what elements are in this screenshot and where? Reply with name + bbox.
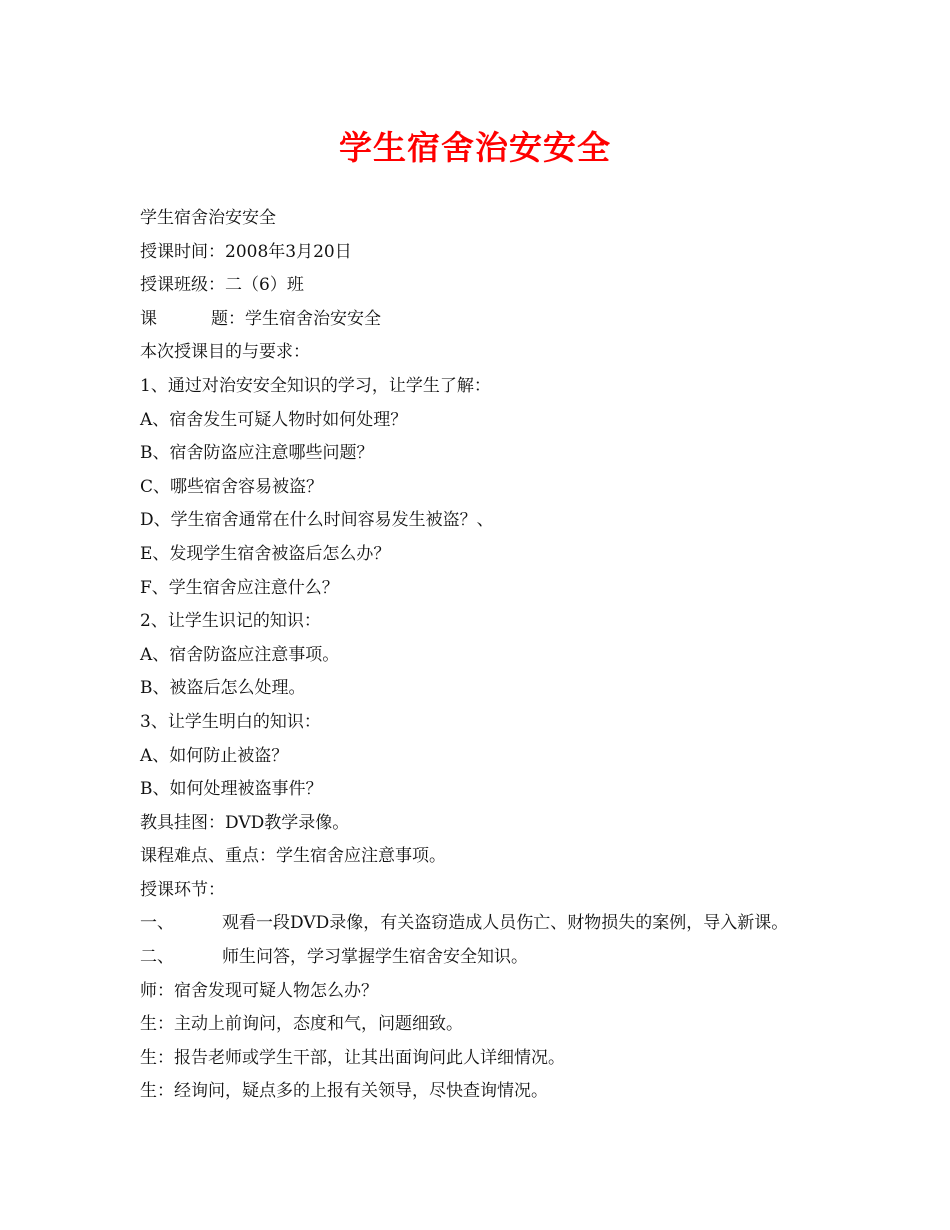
step-text: 师生问答，学习掌握学生宿舍安全知识。: [222, 947, 528, 968]
text-line: A、宿舍发生可疑人物时如何处理？: [140, 409, 408, 430]
text-line: B、被盗后怎么处理。: [140, 678, 306, 699]
text-line: 3、让学生明白的知识：: [140, 711, 321, 732]
subject-line: [140, 303, 840, 337]
step-line: [140, 907, 840, 941]
text-line: 生：主动上前询问，态度和气，问题细致。: [140, 1014, 463, 1035]
step-text: 观看一段DVD录像，有关盗窃造成人员伤亡、财物损失的案例，导入新课。: [222, 913, 789, 934]
step-line: [140, 941, 840, 975]
text-line: F、学生宿舍应注意什么？: [140, 577, 339, 598]
text-line: D、学生宿舍通常在什么时间容易发生被盗？、: [140, 510, 494, 531]
step-number: 二、: [140, 947, 174, 968]
step-number: 一、: [140, 913, 174, 934]
text-line: 授课班级：二（6）班: [140, 275, 304, 296]
text-line: 2、让学生识记的知识：: [140, 611, 321, 632]
subject-label-second: 题：: [211, 308, 245, 329]
subject-label-first: 课: [140, 308, 157, 329]
text-line: 生：经询问，疑点多的上报有关领导，尽快查询情况。: [140, 1081, 548, 1102]
text-line: A、宿舍防盗应注意事项。: [140, 644, 340, 665]
text-line: C、哪些宿舍容易被盗？: [140, 476, 324, 497]
text-line: 师：宿舍发现可疑人物怎么办？: [140, 980, 378, 1001]
text-line: 本次授课目的与要求：: [140, 342, 310, 363]
text-line: 学生宿舍治安安全: [140, 208, 276, 228]
text-line: 1、通过对治安安全知识的学习，让学生了解：: [140, 375, 491, 396]
document-title: 学生宿舍治安安全: [339, 128, 611, 167]
text-line: E、发现学生宿舍被盗后怎么办？: [140, 543, 391, 564]
document-body: [140, 202, 840, 1109]
text-line: 课程难点、重点：学生宿舍应注意事项。: [140, 846, 446, 867]
text-line: 授课环节：: [140, 879, 225, 900]
text-line: B、如何处理被盗事件？: [140, 779, 323, 800]
subject-value: 学生宿舍治安安全: [245, 308, 381, 329]
text-line: A、如何防止被盗？: [140, 745, 289, 766]
text-line: 生：报告老师或学生干部，让其出面询问此人详细情况。: [140, 1047, 565, 1068]
text-line: B、宿舍防盗应注意哪些问题？: [140, 443, 374, 464]
text-line: 教具挂图：DVD教学录像。: [140, 812, 350, 833]
text-line: 授课时间：2008年3月20日: [140, 241, 352, 262]
